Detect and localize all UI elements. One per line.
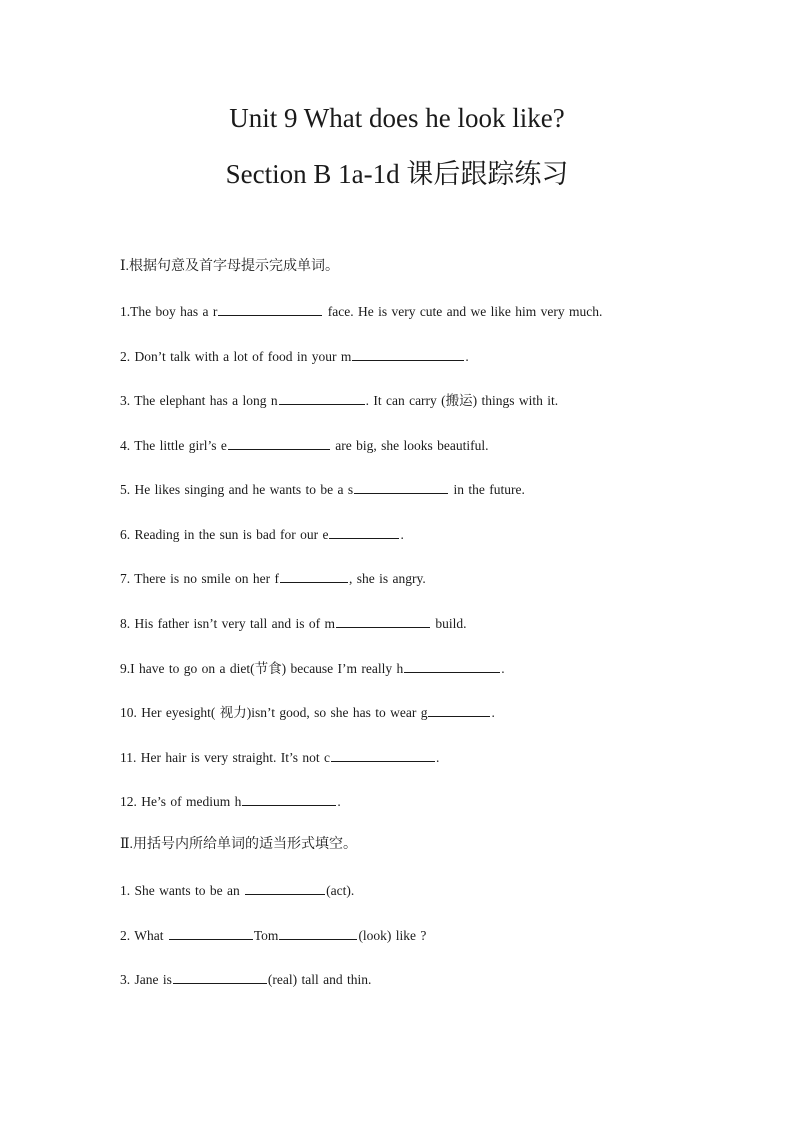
answer-blank[interactable] — [279, 926, 357, 940]
item-text-before: 7. There is no smile on her f — [120, 571, 279, 586]
answer-blank[interactable] — [354, 480, 448, 494]
exercise-item-10 — [120, 703, 495, 722]
answer-blank[interactable] — [279, 391, 365, 405]
item-text-part: 1. She wants to be an — [120, 883, 245, 898]
item-text-before: 4. The little girl’s e — [120, 438, 227, 453]
item-text-after: build. — [430, 616, 467, 631]
item-text-before: 5. He likes singing and he wants to be a s — [120, 482, 354, 497]
exercise-item-7 — [120, 569, 426, 588]
answer-blank[interactable] — [280, 569, 348, 583]
exercise-item-11 — [120, 748, 439, 767]
answer-blank[interactable] — [336, 614, 430, 628]
item-text-part: (act). — [326, 883, 355, 898]
item-text-after: . — [400, 527, 404, 542]
item-text-after: face. He is very cute and we like him very much. — [323, 304, 603, 319]
section-2-heading: Ⅱ.用括号内所给单词的适当形式填空。 — [120, 837, 358, 852]
item-text-after: . — [337, 794, 341, 809]
item-text-after: . — [501, 661, 505, 676]
exercise-item-9 — [120, 659, 505, 678]
page-title: Unit 9 What does he look like? — [229, 103, 565, 133]
exercise-item-13 — [120, 881, 354, 900]
exercise-item-14 — [120, 926, 426, 945]
item-text-before: 12. He’s of medium h — [120, 794, 242, 809]
answer-blank[interactable] — [173, 970, 267, 984]
exercise-item-4 — [120, 436, 488, 455]
item-text-part: (real) tall and thin. — [267, 972, 372, 987]
item-text-before: 9.I have to go on a diet(节食) because I’m really h — [120, 661, 404, 676]
item-text-before: 2. Don’t talk with a lot of food in your m — [120, 349, 352, 364]
exercise-item-3 — [120, 391, 558, 410]
exercise-item-12 — [120, 792, 341, 811]
answer-blank[interactable] — [228, 436, 330, 450]
item-text-part: 2. What — [120, 928, 168, 943]
answer-blank[interactable] — [242, 792, 336, 806]
answer-blank[interactable] — [329, 525, 399, 539]
answer-blank[interactable] — [218, 302, 322, 316]
answer-blank[interactable] — [245, 881, 325, 895]
answer-blank[interactable] — [428, 703, 490, 717]
item-text-part: (look) like ? — [358, 928, 427, 943]
section-1-heading: Ⅰ.根据句意及首字母提示完成单词。 — [120, 259, 340, 274]
answer-blank[interactable] — [352, 347, 464, 361]
exercise-item-2 — [120, 347, 469, 366]
answer-blank[interactable] — [169, 926, 253, 940]
page-subtitle: Section B 1a-1d 课后跟踪练习 — [225, 159, 569, 189]
exercise-item-15 — [120, 970, 371, 989]
answer-blank[interactable] — [331, 748, 435, 762]
item-text-before: 11. Her hair is very straight. It’s not c — [120, 750, 330, 765]
item-text-before: 10. Her eyesight( 视力)isn’t good, so she has to wear g — [120, 705, 428, 720]
exercise-item-1 — [120, 302, 602, 321]
item-text-after: . — [465, 349, 469, 364]
item-text-part: 3. Jane is — [120, 972, 172, 987]
answer-blank[interactable] — [404, 659, 500, 673]
item-text-before: 6. Reading in the sun is bad for our e — [120, 527, 329, 542]
exercise-item-5 — [120, 480, 525, 499]
exercise-item-8 — [120, 614, 466, 633]
item-text-before: 3. The elephant has a long n — [120, 393, 278, 408]
item-text-after: . — [435, 750, 440, 765]
item-text-after: . It can carry (搬运) things with it. — [365, 393, 559, 408]
item-text-after: are big, she looks beautiful. — [330, 438, 489, 453]
item-text-after: , she is angry. — [348, 571, 426, 586]
item-text-before: 1.The boy has a r — [120, 304, 218, 319]
item-text-after: . — [491, 705, 495, 720]
exercise-item-6 — [120, 525, 404, 544]
item-text-after: in the future. — [449, 482, 525, 497]
item-text-part: Tom — [253, 928, 279, 943]
item-text-before: 8. His father isn’t very tall and is of m — [120, 616, 335, 631]
